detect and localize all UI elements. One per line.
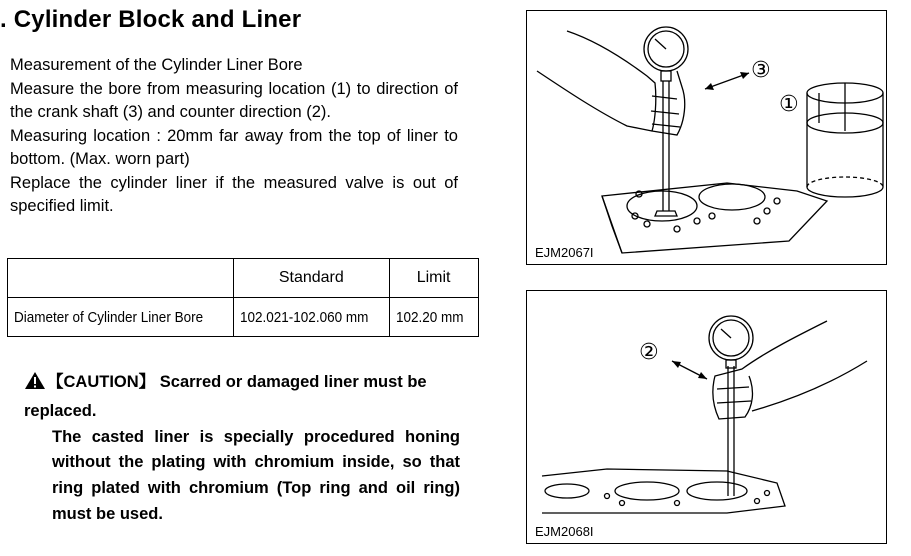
spec-standard-text: 102.021-102.060 mm [240, 308, 369, 326]
spec-limit-text: 102.20 mm [396, 308, 464, 326]
measurement-heading: Measurement of the Cylinder Liner Bore [10, 56, 303, 74]
instruction-paragraph-1: Measure the bore from measuring location (1) to direction of the crank shaft (3) and counter direction (2). [10, 79, 458, 121]
callout-1: ① [779, 91, 799, 116]
caution-label: 【CAUTION】 [47, 373, 156, 391]
spec-cell-limit [389, 298, 478, 337]
figure-label-2: EJM2068I [535, 524, 594, 539]
spec-cell-item [8, 298, 234, 337]
caution-text-1: Scarred or damaged liner must be replaced. [24, 373, 427, 420]
table-row [8, 298, 479, 337]
spec-item-text: Diameter of Cylinder Liner Bore [14, 308, 204, 326]
bore-gauge-illustration-1 [527, 11, 886, 264]
instruction-paragraph-3: Replace the cylinder liner if the measured valve is out of specified limit. [10, 173, 458, 215]
caution-line-1 [24, 370, 460, 425]
figure-bore-gauge-crankshaft-direction [526, 10, 887, 265]
caution-line-2: The casted liner is specially procedured honing without the plating with chromium inside, so that ring plated with chromium (Top ring and oil ring) must be used. [52, 427, 460, 523]
bore-gauge-illustration-2 [527, 291, 886, 543]
spec-table [7, 258, 479, 337]
callout-3: ③ [751, 57, 771, 82]
instruction-paragraph-2: Measuring location : 20mm far away from the top of liner to bottom. (Max. worn part) [10, 126, 458, 168]
figure-bore-gauge-counter-direction [526, 290, 887, 544]
figure-label-1: EJM2067I [535, 245, 594, 260]
spec-table-header-row [8, 259, 479, 298]
caution-block [24, 370, 460, 528]
spec-cell-standard [234, 298, 390, 337]
instructions [10, 54, 458, 219]
spec-header-item [8, 259, 234, 298]
warning-triangle-icon [24, 371, 46, 399]
callout-2: ② [639, 339, 659, 364]
spec-header-standard: Standard [234, 259, 390, 298]
section-title: . Cylinder Block and Liner [0, 6, 302, 33]
spec-header-limit: Limit [389, 259, 478, 298]
